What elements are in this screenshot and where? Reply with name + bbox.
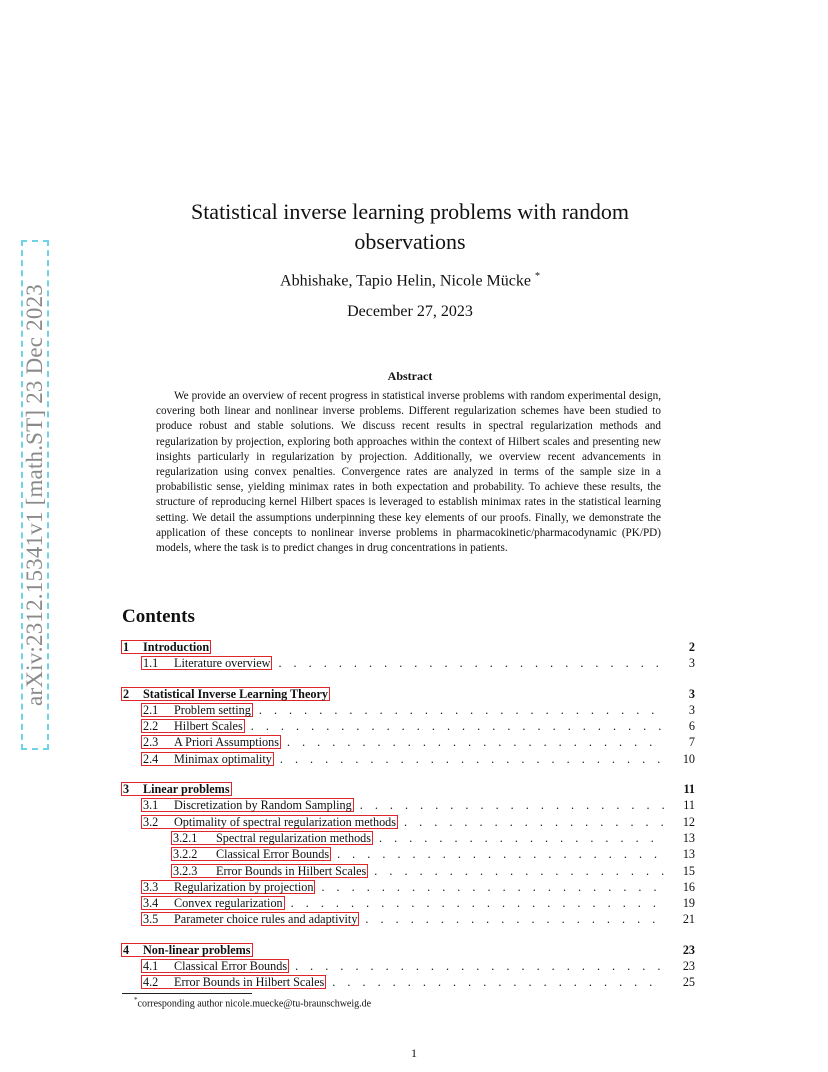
contents-heading: Contents (122, 606, 195, 627)
toc-entry (121, 847, 695, 863)
toc-dot-leader (404, 815, 665, 830)
toc-dot-leader (374, 864, 665, 879)
toc-entry (121, 880, 695, 896)
toc-entry (121, 943, 695, 959)
toc-link-hilbert-scales[interactable] (141, 719, 245, 733)
toc-number: 4.1 (143, 959, 159, 974)
toc-entry (121, 864, 695, 880)
toc-link-minimax-optimality[interactable] (141, 752, 274, 766)
toc-link-discretization-by-random-sampling[interactable] (141, 798, 354, 812)
toc-number: 3.1 (143, 798, 159, 813)
footnote-mark: * (134, 996, 138, 1004)
toc-page: 7 (688, 735, 695, 750)
toc-title: Discretization by Random Sampling (174, 798, 352, 813)
toc-entry (121, 831, 695, 847)
toc-link-literature-overview[interactable] (141, 656, 272, 670)
toc-title: Minimax optimality (174, 751, 272, 766)
toc-link-regularization-by-projection[interactable] (141, 880, 315, 894)
title-line-2: observations (354, 229, 466, 254)
toc-number: 1 (123, 640, 130, 654)
toc-dot-leader (337, 847, 665, 862)
toc-page: 16 (682, 879, 695, 894)
toc-page: 10 (682, 751, 695, 766)
toc-number: 3.3 (143, 879, 159, 894)
toc-dot-leader (321, 880, 665, 895)
toc-link-classical-error-bounds-linear[interactable] (171, 847, 331, 861)
toc-dot-leader (251, 719, 665, 734)
toc-page: 19 (682, 896, 695, 911)
toc-page: 3 (688, 656, 695, 671)
footnote-rule (122, 993, 252, 994)
toc-entry (121, 703, 695, 719)
toc-title: Hilbert Scales (174, 719, 243, 734)
toc-entry (121, 687, 695, 703)
toc-title: Classical Error Bounds (216, 847, 330, 862)
footnote-text: corresponding author nicole.muecke@tu-braunschweig.de (137, 998, 372, 1010)
toc-title: Error Bounds in Hilbert Scales (216, 863, 367, 878)
toc-number: 3.2 (143, 814, 159, 829)
abstract-heading: Abstract (387, 369, 433, 383)
paper-title (160, 197, 660, 257)
toc-page: 23 (682, 942, 695, 957)
toc-link-problem-setting[interactable] (141, 703, 253, 717)
title-line-1: Statistical inverse learning problems with random (190, 199, 630, 224)
arxiv-identifier-stamp[interactable] (21, 240, 49, 750)
toc-number: 4 (123, 942, 130, 957)
toc-number: 3.2.2 (173, 847, 198, 862)
abstract-body: We provide an overview of recent progress in statistical inverse problems with random experimental design, covering both linear and nonlinear inverse problems. Different regularization schemes have been studied to produce robust and stable solutions. We discuss recent results in spectral regularization methods and regularization by projection, exploring both approaches within the context of Hilbert scales and presenting new insights particularly in regularization by projection. Additionally, we overview recent advancements in regularization using convex penalties. Convergence rates are analyzed in terms of the sample size in a probabilistic sense, yielding minimax rates in both expectation and probability. To achieve these results, the structure of reproducing kernel Hilbert spaces is leveraged to establish minimax rates in the statistical learning setting. We detail the assumptions underpinning these key elements of our proofs. Finally, we demonstrate the application of these concepts to nonlinear inverse problems in pharmacokinetic/pharmacodynamic (PK/PD) models, where the task is to predict changes in drug concentrations in patients. (156, 390, 661, 555)
toc-dot-leader (295, 959, 665, 974)
toc-link-error-bounds-hilbert-scales-linear[interactable] (171, 864, 368, 878)
paper-date: December 27, 2023 (347, 303, 473, 320)
toc-title: Classical Error Bounds (174, 959, 288, 974)
toc-page: 3 (688, 686, 695, 701)
toc-title: A Priori Assumptions (174, 735, 279, 750)
toc-number: 4.2 (143, 975, 159, 990)
toc-entry (121, 719, 695, 735)
toc-entry (121, 752, 695, 768)
toc-dot-leader (259, 703, 665, 718)
toc-page: 2 (688, 640, 695, 654)
table-of-contents (121, 640, 695, 992)
toc-link-optimality-spectral-regularization[interactable] (141, 815, 398, 829)
toc-page: 13 (682, 847, 695, 862)
arxiv-identifier: arXiv:2312.15341v1 [math.ST] 23 Dec 2023 (22, 284, 47, 706)
toc-entry (121, 959, 695, 975)
toc-title: Optimality of spectral regularization methods (174, 814, 397, 829)
toc-number: 2.3 (143, 735, 159, 750)
toc-page: 11 (683, 798, 695, 813)
toc-entry (121, 782, 695, 798)
toc-number: 3.4 (143, 896, 159, 911)
toc-page: 23 (682, 959, 695, 974)
toc-title: Parameter choice rules and adaptivity (174, 912, 358, 927)
toc-number: 1.1 (143, 656, 159, 671)
toc-entry (121, 896, 695, 912)
toc-number: 3.2.1 (173, 830, 198, 845)
toc-page: 11 (683, 782, 695, 797)
toc-link-statistical-inverse-learning-theory[interactable] (121, 687, 330, 701)
toc-page: 25 (682, 975, 695, 990)
toc-dot-leader (291, 896, 665, 911)
page-number: 1 (411, 1046, 417, 1060)
toc-link-spectral-regularization-methods[interactable] (171, 831, 373, 845)
toc-number: 3.2.3 (173, 863, 198, 878)
toc-link-linear-problems[interactable] (121, 782, 232, 796)
toc-entry (121, 798, 695, 814)
toc-title: Spectral regularization methods (216, 830, 371, 845)
toc-dot-leader (365, 912, 665, 927)
toc-page: 21 (682, 912, 695, 927)
toc-page: 13 (682, 830, 695, 845)
toc-link-a-priori-assumptions[interactable] (141, 735, 281, 749)
author-list (160, 271, 660, 290)
toc-dot-leader (280, 752, 665, 767)
toc-entry (121, 656, 695, 672)
toc-title: Linear problems (143, 782, 230, 797)
toc-number: 3 (123, 782, 130, 797)
footnote (134, 996, 371, 1009)
toc-number: 2.4 (143, 751, 159, 766)
toc-title: Non-linear problems (143, 942, 251, 957)
toc-title: Statistical Inverse Learning Theory (143, 686, 328, 701)
toc-link-classical-error-bounds-nonlinear[interactable] (141, 959, 289, 973)
toc-entry (121, 815, 695, 831)
toc-page: 15 (682, 863, 695, 878)
toc-dot-leader (278, 656, 665, 671)
toc-number: 2 (123, 686, 130, 701)
toc-dot-leader (332, 975, 665, 990)
toc-number: 2.2 (143, 719, 159, 734)
toc-title: Regularization by projection (174, 879, 314, 894)
toc-link-error-bounds-hilbert-scales-nonlinear[interactable] (141, 975, 326, 989)
toc-link-convex-regularization[interactable] (141, 896, 285, 910)
toc-entry (121, 912, 695, 928)
toc-title: Literature overview (174, 656, 271, 671)
author-footnote-mark: * (534, 271, 540, 282)
toc-title: Introduction (143, 640, 210, 654)
toc-title: Problem setting (174, 702, 251, 717)
authors-text: Abhishake, Tapio Helin, Nicole Mücke (280, 272, 531, 290)
toc-link-parameter-choice-rules[interactable] (141, 912, 359, 926)
toc-entry (121, 975, 695, 991)
toc-number: 2.1 (143, 702, 159, 717)
toc-page: 12 (682, 814, 695, 829)
toc-link-introduction[interactable] (121, 640, 211, 654)
toc-dot-leader (379, 831, 665, 846)
toc-title: Convex regularization (174, 896, 283, 911)
toc-number: 3.5 (143, 912, 159, 927)
toc-page: 6 (688, 719, 695, 734)
toc-page: 3 (688, 702, 695, 717)
toc-link-non-linear-problems[interactable] (121, 943, 253, 957)
toc-dot-leader (360, 798, 665, 813)
toc-entry (121, 640, 695, 656)
toc-dot-leader (287, 735, 665, 750)
toc-title: Error Bounds in Hilbert Scales (174, 975, 325, 990)
toc-entry (121, 735, 695, 751)
